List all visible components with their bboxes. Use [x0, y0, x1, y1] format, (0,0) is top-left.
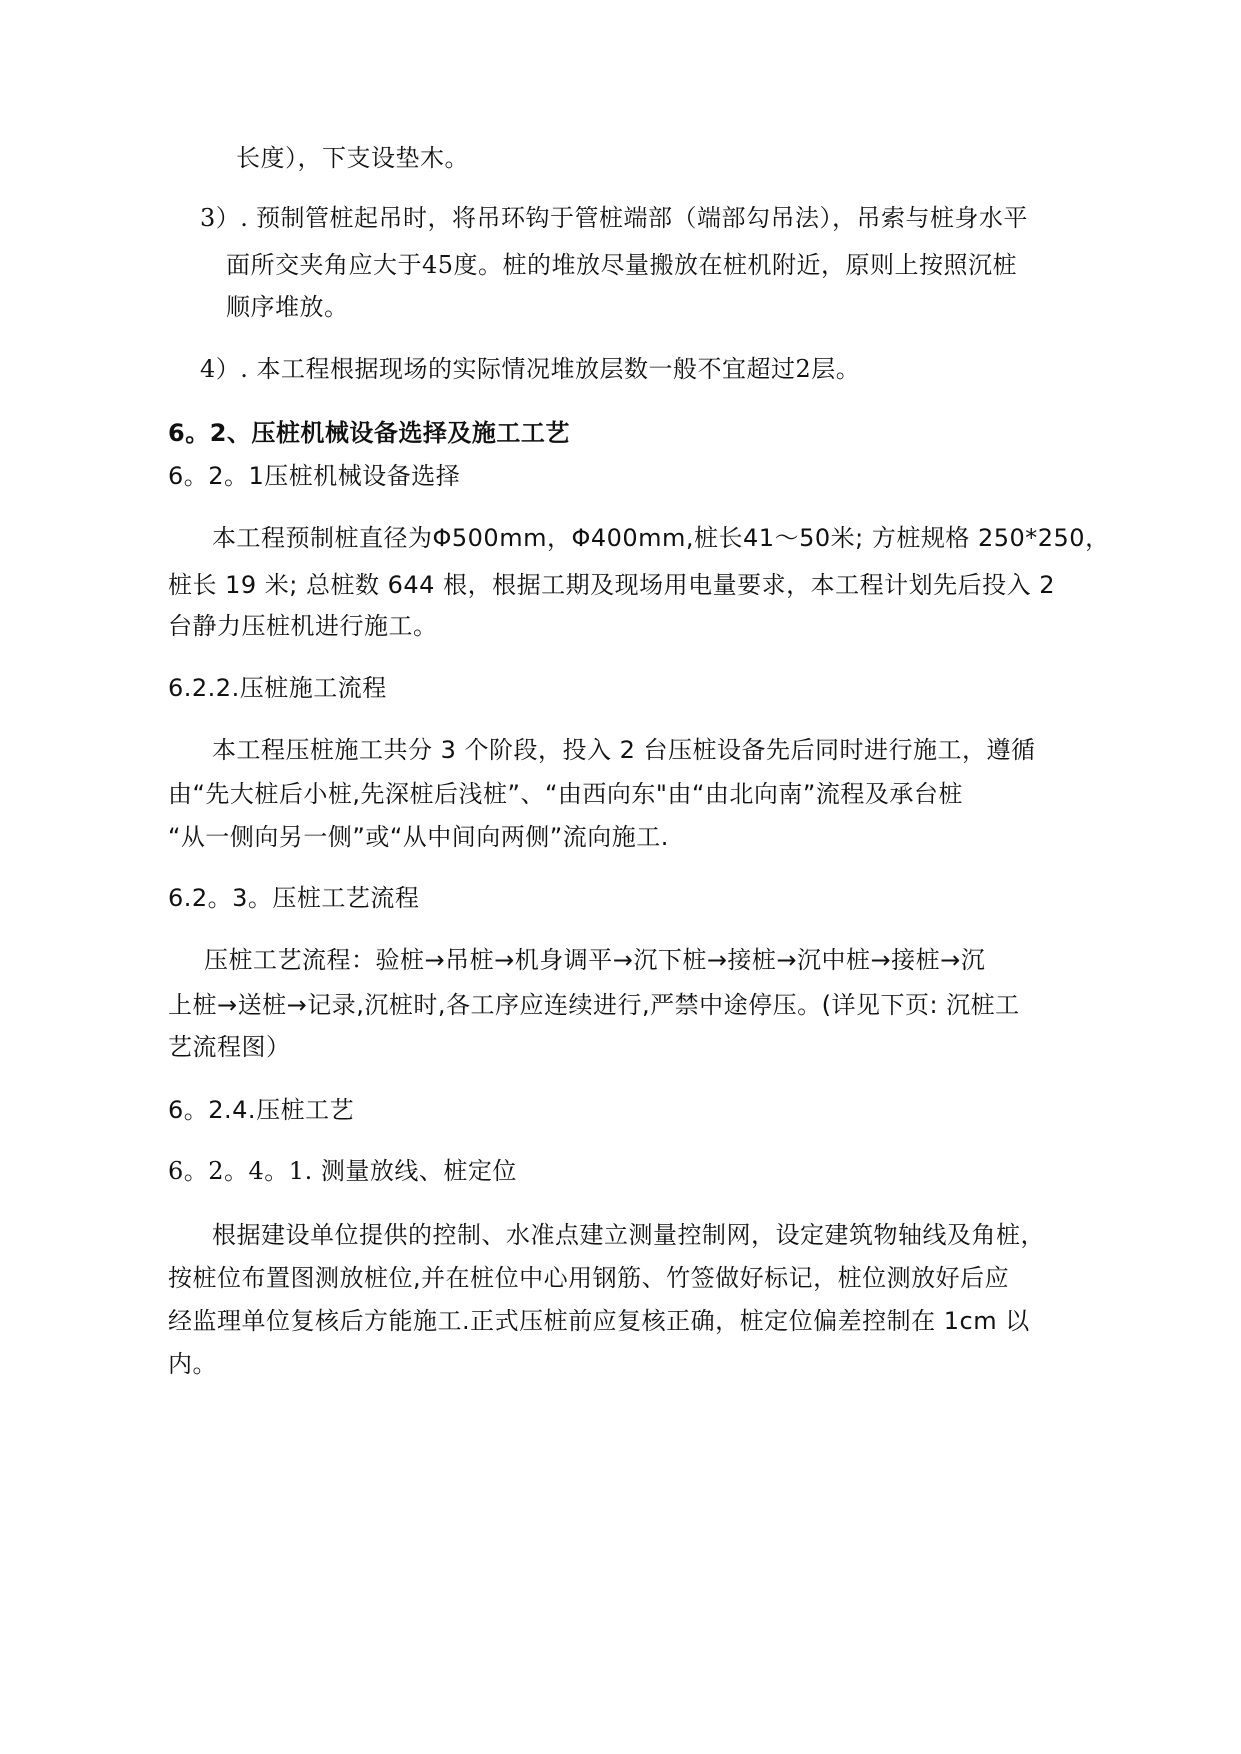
paragraph-line: 本工程压桩施工共分 3 个阶段，投入 2 台压桩设备先后同时进行施工，遵循 [212, 736, 1036, 764]
subsection-heading: 6。2.4.压桩工艺 [168, 1096, 355, 1124]
paragraph-line: 由“先大桩后小桩,先深桩后浅桩”、“由西向东"由“由北向南”流程及承台桩 [168, 780, 963, 808]
paragraph-line: 本工程预制桩直径为Φ500mm，Φ400mm,桩长41～50米; 方桩规格 250*250， [212, 524, 1110, 552]
list-item-3-line: 预制管桩起吊时，将吊环钩于管桩端部（端部勾吊法），吊索与桩身水平 [256, 204, 1028, 232]
section-heading: 6。2、压桩机械设备选择及施工工艺 [168, 419, 570, 447]
list-item-3-label: 3）. [200, 204, 249, 232]
paragraph-line: 内。 [168, 1350, 217, 1378]
list-item-3-line: 顺序堆放。 [226, 293, 349, 321]
subsection-heading: 6.2.2.压桩施工流程 [168, 674, 387, 702]
list-continuation-line: 长度），下支设垫木。 [236, 144, 469, 172]
paragraph-line: 按桩位布置图测放桩位,并在桩位中心用钢筋、竹签做好标记，桩位测放好后应 [168, 1264, 1010, 1292]
subsection-heading: 6.2。3。压桩工艺流程 [168, 884, 420, 912]
list-item-4-line: 4）. 本工程根据现场的实际情况堆放层数一般不宜超过2层。 [200, 355, 861, 383]
subsection-heading: 6。2。4。1. 测量放线、桩定位 [168, 1157, 517, 1185]
paragraph-line: 根据建设单位提供的控制、水准点建立测量控制网，设定建筑物轴线及角桩， [212, 1221, 1045, 1249]
paragraph-line: 上桩→送桩→记录,沉桩时,各工序应连续进行,严禁中途停压。(详见下页: 沉桩工 [168, 991, 1020, 1019]
paragraph-line: 压桩工艺流程：验桩→吊桩→机身调平→沉下桩→接桩→沉中桩→接桩→沉 [204, 946, 986, 974]
paragraph-line: “从一侧向另一侧”或“从中间向两侧”流向施工. [168, 823, 669, 851]
list-item-3-line: 面所交夹角应大于45度。桩的堆放尽量搬放在桩机附近，原则上按照沉桩 [226, 251, 1018, 279]
paragraph-line: 经监理单位复核后方能施工.正式压桩前应复核正确，桩定位偏差控制在 1cm 以 [168, 1307, 1030, 1335]
paragraph-line: 台静力压桩机进行施工。 [168, 612, 438, 640]
paragraph-line: 桩长 19 米; 总桩数 644 根，根据工期及现场用电量要求，本工程计划先后投入 2 [168, 571, 1055, 599]
paragraph-line: 艺流程图） [168, 1033, 291, 1061]
subsection-heading: 6。2。1压桩机械设备选择 [168, 462, 461, 490]
